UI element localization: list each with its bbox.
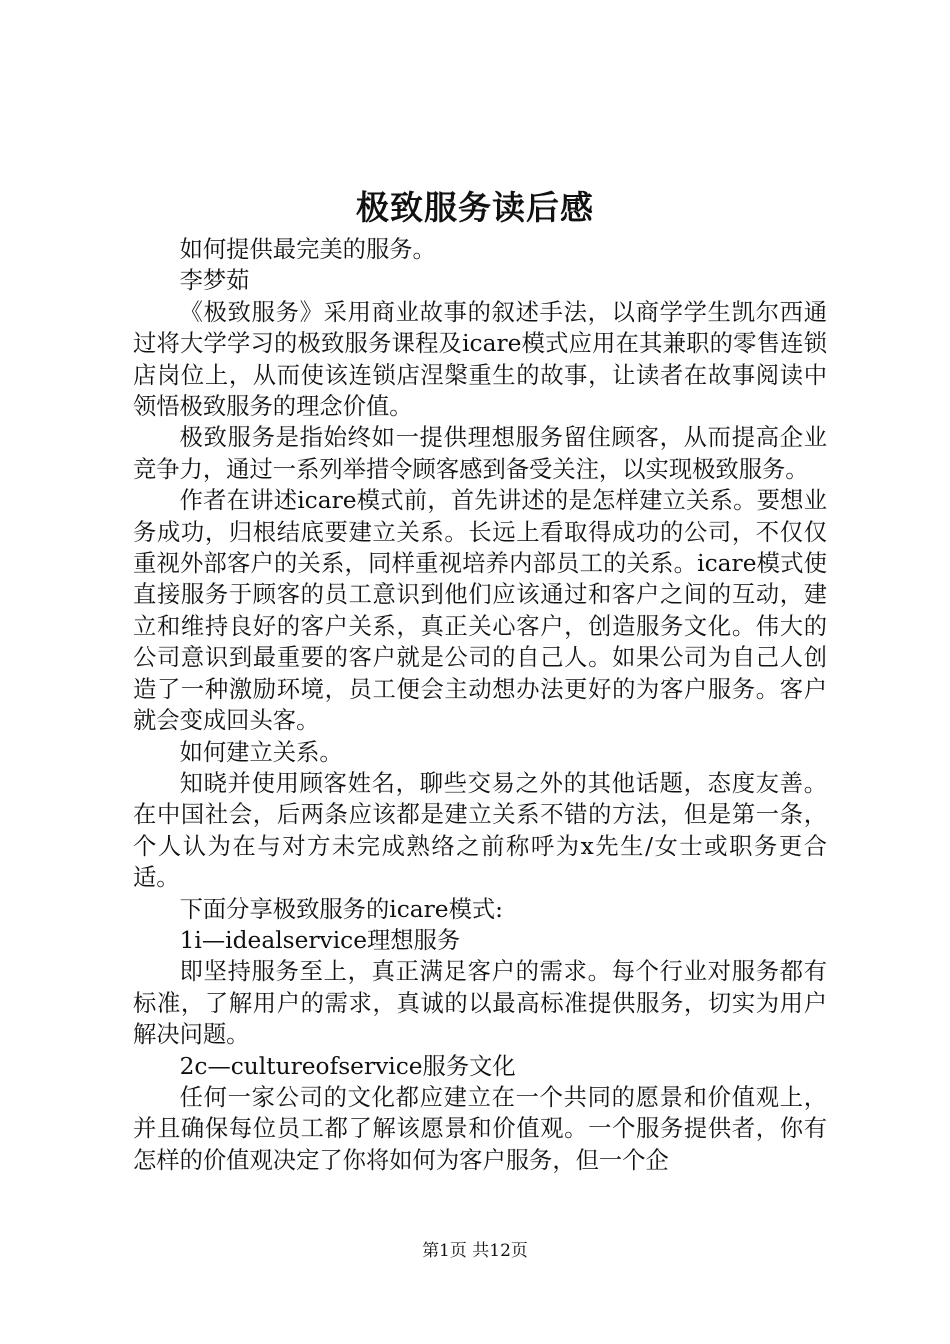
paragraph: 《极致服务》采用商业故事的叙述手法，以商学学生凯尔西通过将大学学习的极致服务课程及icare模式应用在其兼职的零售连锁店岗位上，从而使该连锁店涅槃重生的故事，让读者在故事阅读中领悟极致服务的理念价值。 [133, 298, 827, 421]
document-body [133, 234, 827, 1176]
paragraph: 下面分享极致服务的icare模式: [179, 895, 504, 923]
section-heading: 1i—idealservice理想服务 [179, 926, 461, 954]
paragraph: 极致服务是指始终如一提供理想服务留住顾客，从而提高企业竞争力，通过一系列举措令顾客感到备受关注，以实现极致服务。 [133, 424, 827, 483]
section-heading: 2c—cultureofservice服务文化 [179, 1052, 516, 1080]
paragraph: 作者在讲述icare模式前，首先讲述的是怎样建立关系。要想业务成功，归根结底要建立关系。长远上看取得成功的公司，不仅仅重视外部客户的关系，同样重视培养内部员工的关系。icare模式使直接服务于顾客的员工意识到他们应该通过和客户之间的互动，建立和维持良好的客户关系，真正关心客户，创造服务文化。伟大的公司意识到最重要的客户就是公司的自己人。如果公司为自己人创造了一种激励环境，员工便会主动想办法更好的为客户服务。客户就会变成回头客。 [133, 487, 827, 735]
author-line: 李梦茹 [179, 267, 250, 295]
paragraph: 如何建立关系。 [179, 738, 343, 766]
paragraph: 如何提供最完美的服务。 [179, 236, 436, 263]
page-title: 极致服务读后感 [356, 188, 594, 227]
paragraph: 知晓并使用顾客姓名，聊些交易之外的其他话题，态度友善。在中国社会，后两条应该都是建立关系不错的方法，但是第一条，个人认为在与对方未完成熟络之前称呼为x先生/女士或职务更合适。 [133, 769, 827, 892]
paragraph: 即坚持服务至上，真正满足客户的需求。每个行业对服务都有标准，了解用户的需求，真诚的以最高标准提供服务，切实为用户解决问题。 [133, 958, 827, 1049]
paragraph: 任何一家公司的文化都应建立在一个共同的愿景和价值观上，并且确保每位员工都了解该愿景和价值观。一个服务提供者，你有怎样的价值观决定了你将如何为客户服务，但一个企 [133, 1083, 827, 1174]
page-footer: 第1页 共12页 [422, 1241, 528, 1261]
